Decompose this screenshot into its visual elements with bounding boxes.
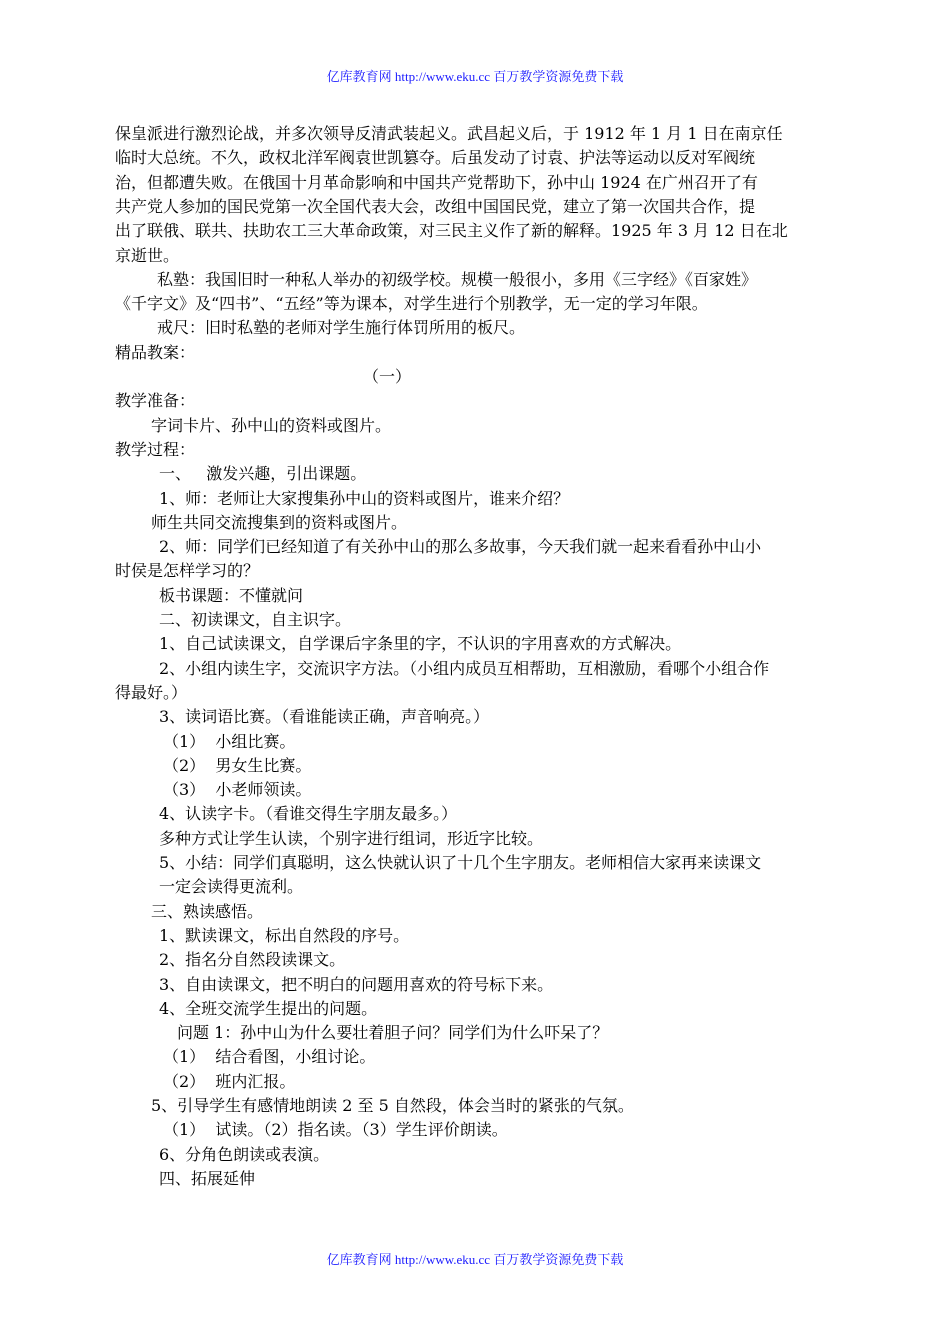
text-line: 2、指名分自然段读课文。 xyxy=(159,950,346,970)
text-line: 6、分角色朗读或表演。 xyxy=(159,1144,330,1164)
text-line: （一） xyxy=(363,367,412,386)
text-line: 二、初读课文，自主识字。 xyxy=(159,610,352,629)
text-line: 教学准备： xyxy=(115,391,196,411)
text-line: 戒尺：旧时私塾的老师对学生施行体罚所用的板尺。 xyxy=(157,318,526,338)
text-line: 4、认读字卡。（看谁交得生字朋友最多。） xyxy=(159,804,458,824)
text-line: 5、小结：同学们真聪明，这么快就认识了十几个生字朋友。老师相信大家再来读课文 xyxy=(159,853,762,872)
text-line: 四、拓展延伸 xyxy=(159,1168,256,1188)
text-line: 2、师：同学们已经知道了有关孙中山的那么多故事，今天我们就一起来看看孙中山小 xyxy=(159,537,762,557)
text-line: （1） 试读。（2）指名读。（3）学生评价朗读。 xyxy=(163,1120,508,1140)
text-line: 一定会读得更流利。 xyxy=(159,877,304,897)
text-line: （1） 结合看图，小组讨论。 xyxy=(163,1047,376,1067)
text-line: 板书课题：不懂就问 xyxy=(159,585,304,605)
text-line: 2、小组内读生字，交流识字方法。（小组内成员互相帮助，互相激励，看哪个小组合作 xyxy=(159,658,770,678)
text-line: 教学过程： xyxy=(115,439,196,459)
text-line: 《千字文》及“四书”、“五经”等为课本，对学生进行个别教学，无一定的学习年限。 xyxy=(115,294,708,314)
text-line: （2） 男女生比赛。 xyxy=(163,755,312,775)
text-line: 出了联俄、联共、扶助农工三大革命政策，对三民主义作了新的解释。1925 年 3 月 12 日在北 xyxy=(115,221,788,241)
text-line: 字词卡片、孙中山的资料或图片。 xyxy=(151,415,392,435)
page-header: 亿库教育网 http://www.eku.cc 百万教学资源免费下载 xyxy=(326,69,624,84)
text-line: 问题 1：孙中山为什么要壮着胆子问？同学们为什么吓呆了？ xyxy=(177,1023,609,1043)
text-line: 京逝世。 xyxy=(115,245,180,265)
text-line: 1、自己试读课文，自学课后字条里的字，不认识的字用喜欢的方式解决。 xyxy=(159,634,682,654)
text-line: 1、默读课文，标出自然段的序号。 xyxy=(159,925,410,945)
page-footer: 亿库教育网 http://www.eku.cc 百万教学资源免费下载 xyxy=(326,1252,624,1267)
text-line: （1） 小组比赛。 xyxy=(163,731,296,751)
text-line: 5、引导学生有感情地朗读 2 至 5 自然段，体会当时的紧张的气氛。 xyxy=(151,1096,634,1115)
text-line: 多种方式让学生认读，个别字进行组词，形近字比较。 xyxy=(159,828,544,848)
text-line: 3、自由读课文，把不明白的问题用喜欢的符号标下来。 xyxy=(159,974,554,994)
text-line: 私塾：我国旧时一种私人举办的初级学校。规模一般很小，多用《三字经》《百家姓》 xyxy=(157,269,758,289)
text-line: 得最好。） xyxy=(115,682,188,702)
text-line: 一、 激发兴趣，引出课题。 xyxy=(159,464,367,484)
text-line: 治，但都遭失败。在俄国十月革命影响和中国共产党帮助下，孙中山 1924 在广州召开了有 xyxy=(115,172,758,192)
text-line: 师生共同交流搜集到的资料或图片。 xyxy=(151,512,408,532)
text-line: 3、读词语比赛。（看谁能读正确，声音响亮。） xyxy=(159,707,490,727)
text-line: 时侯是怎样学习的？ xyxy=(115,561,260,581)
text-line: 4、全班交流学生提出的问题。 xyxy=(159,998,378,1018)
text-line: 保皇派进行激烈论战，并多次领导反清武装起义。武昌起义后，于 1912 年 1 月 1 日在南京任 xyxy=(115,124,783,143)
text-line: 共产党人参加的国民党第一次全国代表大会，改组中国国民党，建立了第一次国共合作，提 xyxy=(115,196,756,216)
text-line: 临时大总统。不久，政权北洋军阀袁世凯篡夺。后虽发动了讨袁、护法等运动以反对军阀统 xyxy=(115,148,756,168)
text-line: 精品教案： xyxy=(115,342,196,362)
text-line: 1、师：老师让大家搜集孙中山的资料或图片，谁来介绍？ xyxy=(159,488,570,508)
text-line: （3） 小老师领读。 xyxy=(163,780,312,800)
text-line: 三、熟读感悟。 xyxy=(151,901,264,921)
text-line: （2） 班内汇报。 xyxy=(163,1071,296,1091)
